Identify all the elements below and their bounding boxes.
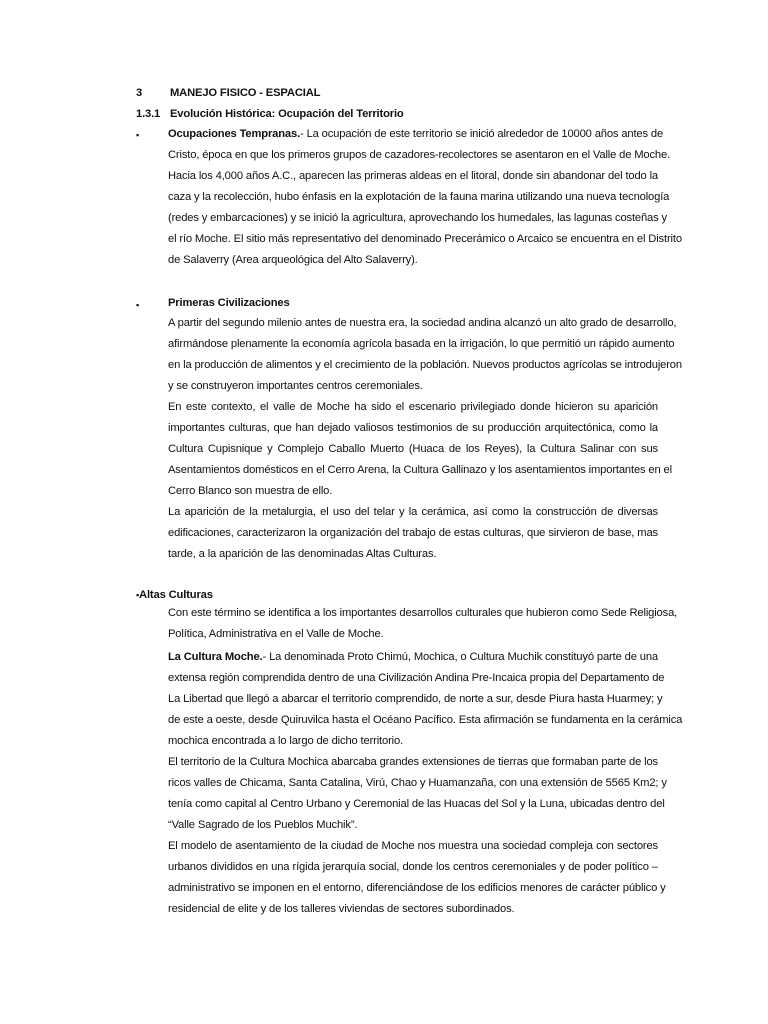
bullet-icon: ▪: [136, 590, 140, 600]
paragraph-line: importantes culturas, que han dejado valiosos testimonios de su producción arquitectónica, como la: [168, 422, 658, 434]
paragraph-line: tenía como capital al Centro Urbano y Ceremonial de las Huacas del Sol y la Luna, ubicadas dentro del: [168, 798, 665, 810]
paragraph-line: urbanos divididos en una rígida jerarquía social, donde los centros ceremoniales y de poder político –: [168, 861, 658, 873]
paragraph-line: caza y la recolección, hubo énfasis en la explotación de la fauna marina utilizando una nueva tecnología: [168, 191, 670, 203]
bullet-icon: ▪: [136, 300, 140, 310]
paragraph-line: “Valle Sagrado de los Pueblos Muchik”.: [168, 819, 358, 831]
paragraph-line: tarde, a la aparición de las denominadas Altas Culturas.: [168, 548, 437, 560]
paragraph-line: [168, 124, 664, 145]
paragraph-line: Con este término se identifica a los importantes desarrollos culturales que hubieron como Sede Religiosa,: [168, 607, 678, 619]
section-number: 3: [136, 87, 143, 99]
paragraph-line: La aparición de la metalurgia, el uso del telar y la cerámica, así como la construcción de diversas: [168, 506, 658, 518]
paragraph-line: en la producción de alimentos y el crecimiento de la población. Nuevos productos agrícolas se introdujeron: [168, 359, 682, 371]
paragraph-line: de Salaverry (Area arqueológica del Alto Salaverry).: [168, 254, 418, 266]
subsection-number: 1.3.1: [136, 108, 161, 120]
paragraph-line: En este contexto, el valle de Moche ha sido el escenario privilegiado donde hicieron su aparición: [168, 401, 658, 413]
paragraph-line: afirmándose plenamente la economía agrícola basada en la irrigación, lo que permitió un rápido aumento: [168, 338, 675, 350]
paragraph-line: Hacia los 4,000 años A.C., aparecen las primeras aldeas en el litoral, donde sin abandonar del todo la: [168, 170, 658, 182]
paragraph-line: [168, 647, 658, 668]
paragraph-line: de este a oeste, desde Quiruvilca hasta el Océano Pacífico. Esta afirmación se fundamenta en la cerámica: [168, 714, 683, 726]
paragraph-line: ricos valles de Chicama, Santa Catalina, Virú, Chao y Huamanzaña, con una extensión de 5565 Km2; y: [168, 777, 667, 789]
paragraph-line: Política, Administrativa en el Valle de Moche.: [168, 628, 384, 640]
paragraph-line: extensa región comprendida dentro de una Civilización Andina Pre-Incaica propia del Departamento de: [168, 672, 665, 684]
section-ocupaciones-first-line: - La ocupación de este territorio se inició alrededor de 10000 años antes de: [300, 128, 664, 140]
paragraph-line: edificaciones, caracterizaron la organización del trabajo de estas culturas, que sirvieron de base, mas: [168, 527, 658, 539]
paragraph-line: Cultura Cupisnique y Complejo Caballo Muerto (Huaca de los Reyes), la Cultura Salinar con sus: [168, 443, 658, 455]
subsection-title: Evolución Histórica: Ocupación del Territorio: [170, 108, 404, 120]
paragraph-line: La Libertad que llegó a abarcar el territorio comprendido, de norte a sur, desde Piura hasta Huarmey; y: [168, 693, 663, 705]
paragraph-line: Cristo, época en que los primeros grupos de cazadores-recolectores se asentaron en el Valle de Moche.: [168, 149, 671, 161]
paragraph-line: residencial de elite y de los talleres viviendas de sectores subordinados.: [168, 903, 515, 915]
section-ocupaciones-title: Ocupaciones Tempranas.: [168, 128, 301, 140]
section-title: MANEJO FISICO - ESPACIAL: [170, 87, 321, 99]
moche-title: La Cultura Moche.: [168, 651, 263, 663]
section-altas-title: Altas Culturas: [139, 589, 213, 601]
paragraph-line: El territorio de la Cultura Mochica abarcaba grandes extensiones de tierras que formaban parte de los: [168, 756, 658, 768]
moche-first-line: - La denominada Proto Chimú, Mochica, o Cultura Muchik constituyó parte de una: [262, 651, 659, 663]
section-altas-heading: [136, 588, 213, 602]
paragraph-line: administrativo se imponen en el entorno, diferenciándose de los edificios menores de carácter público y: [168, 882, 666, 894]
paragraph-line: el río Moche. El sitio más representativo del denominado Precerámico o Arcaico se encuentra en el Distrito: [168, 233, 682, 245]
paragraph-line: El modelo de asentamiento de la ciudad de Moche nos muestra una sociedad compleja con sectores: [168, 840, 658, 852]
paragraph-line: Asentamientos domésticos en el Cerro Arena, la Cultura Gallinazo y los asentamientos importantes en el: [168, 464, 672, 476]
paragraph-line: Cerro Blanco son muestra de ello.: [168, 485, 333, 497]
paragraph-line: mochica encontrada a lo largo de dicho territorio.: [168, 735, 404, 747]
paragraph-line: (redes y embarcaciones) y se inició la agricultura, aprovechando los humedales, las lagunas costeñas y: [168, 212, 667, 224]
paragraph-line: A partir del segundo milenio antes de nuestra era, la sociedad andina alcanzó un alto grado de desarrollo,: [168, 317, 677, 329]
section-primeras-title: Primeras Civilizaciones: [168, 297, 290, 309]
paragraph-line: y se construyeron importantes centros ceremoniales.: [168, 380, 423, 392]
bullet-icon: ▪: [136, 130, 140, 140]
